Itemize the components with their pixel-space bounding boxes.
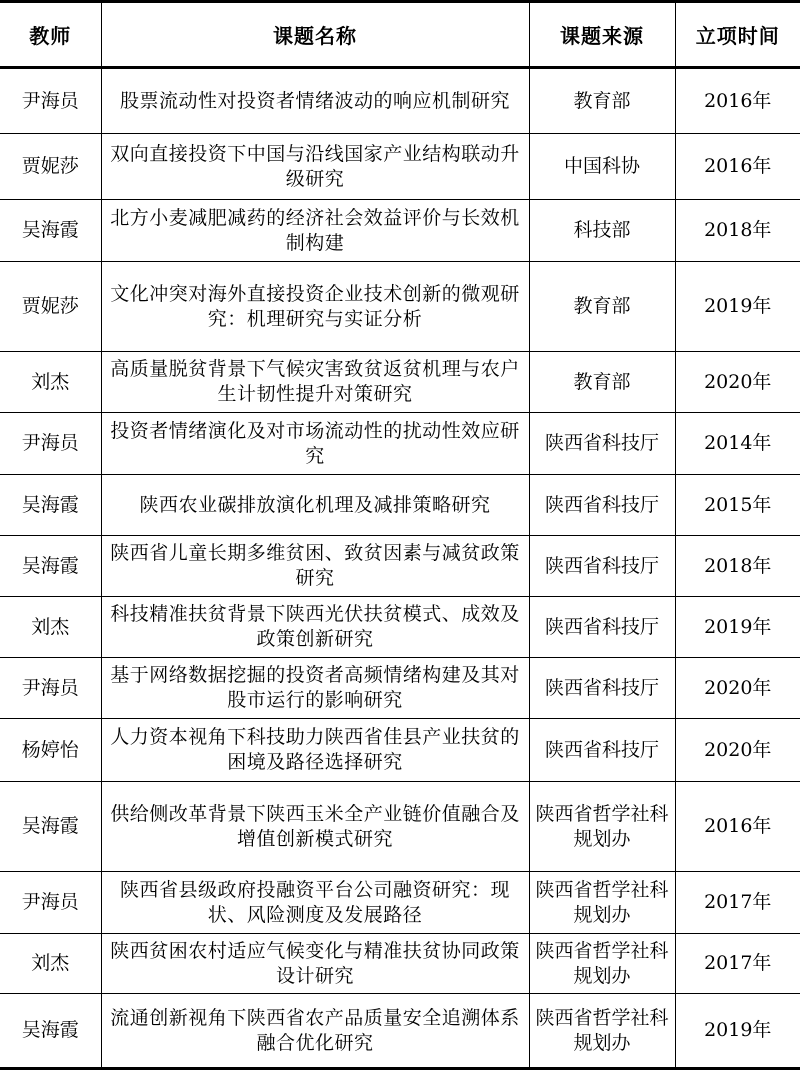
table-row xyxy=(0,68,800,134)
source-cell: 教育部 xyxy=(529,262,675,352)
teacher-cell: 吴海霞 xyxy=(0,994,101,1069)
teacher-cell: 尹海员 xyxy=(0,413,101,475)
table-row xyxy=(0,872,800,934)
date-cell: 2016年 xyxy=(675,782,800,872)
table-row xyxy=(0,536,800,597)
title-cell: 高质量脱贫背景下气候灾害致贫返贫机理与农户生计韧性提升对策研究 xyxy=(101,352,529,413)
table-row xyxy=(0,475,800,536)
teacher-cell: 吴海霞 xyxy=(0,475,101,536)
teacher-cell: 刘杰 xyxy=(0,934,101,994)
title-cell: 北方小麦减肥减药的经济社会效益评价与长效机制构建 xyxy=(101,200,529,262)
date-cell: 2016年 xyxy=(675,134,800,200)
source-cell: 陕西省科技厅 xyxy=(529,658,675,719)
teacher-cell: 吴海霞 xyxy=(0,782,101,872)
source-cell: 中国科协 xyxy=(529,134,675,200)
title-cell: 投资者情绪演化及对市场流动性的扰动性效应研究 xyxy=(101,413,529,475)
source-cell: 陕西省哲学社科规划办 xyxy=(529,782,675,872)
source-cell: 陕西省科技厅 xyxy=(529,475,675,536)
table-body xyxy=(0,68,800,1069)
source-cell: 陕西省哲学社科规划办 xyxy=(529,872,675,934)
title-cell: 双向直接投资下中国与沿线国家产业结构联动升级研究 xyxy=(101,134,529,200)
title-cell: 流通创新视角下陕西省农产品质量安全追溯体系融合优化研究 xyxy=(101,994,529,1069)
table-row xyxy=(0,352,800,413)
teacher-cell: 贾妮莎 xyxy=(0,134,101,200)
source-cell: 教育部 xyxy=(529,68,675,134)
title-cell: 陕西省县级政府投融资平台公司融资研究：现状、风险测度及发展路径 xyxy=(101,872,529,934)
date-cell: 2017年 xyxy=(675,934,800,994)
teacher-cell: 杨婷怡 xyxy=(0,719,101,782)
table-row xyxy=(0,597,800,658)
header-date: 立项时间 xyxy=(675,2,800,68)
source-cell: 陕西省科技厅 xyxy=(529,413,675,475)
source-cell: 教育部 xyxy=(529,352,675,413)
header-source: 课题来源 xyxy=(529,2,675,68)
table-row xyxy=(0,200,800,262)
title-cell: 基于网络数据挖掘的投资者高频情绪构建及其对股市运行的影响研究 xyxy=(101,658,529,719)
date-cell: 2019年 xyxy=(675,994,800,1069)
date-cell: 2019年 xyxy=(675,597,800,658)
table-row xyxy=(0,782,800,872)
table-row xyxy=(0,658,800,719)
title-cell: 陕西贫困农村适应气候变化与精准扶贫协同政策设计研究 xyxy=(101,934,529,994)
title-cell: 科技精准扶贫背景下陕西光伏扶贫模式、成效及政策创新研究 xyxy=(101,597,529,658)
header-title: 课题名称 xyxy=(101,2,529,68)
date-cell: 2019年 xyxy=(675,262,800,352)
date-cell: 2020年 xyxy=(675,352,800,413)
teacher-cell: 吴海霞 xyxy=(0,536,101,597)
header-row xyxy=(0,2,800,68)
date-cell: 2015年 xyxy=(675,475,800,536)
table-row xyxy=(0,934,800,994)
title-cell: 陕西农业碳排放演化机理及减排策略研究 xyxy=(101,475,529,536)
teacher-cell: 尹海员 xyxy=(0,872,101,934)
teacher-cell: 刘杰 xyxy=(0,597,101,658)
table-row xyxy=(0,262,800,352)
table-row xyxy=(0,413,800,475)
source-cell: 陕西省哲学社科规划办 xyxy=(529,934,675,994)
source-cell: 陕西省科技厅 xyxy=(529,597,675,658)
source-cell: 陕西省科技厅 xyxy=(529,719,675,782)
teacher-cell: 尹海员 xyxy=(0,658,101,719)
title-cell: 人力资本视角下科技助力陕西省佳县产业扶贫的困境及路径选择研究 xyxy=(101,719,529,782)
date-cell: 2018年 xyxy=(675,536,800,597)
date-cell: 2018年 xyxy=(675,200,800,262)
table-row xyxy=(0,719,800,782)
date-cell: 2020年 xyxy=(675,719,800,782)
teacher-cell: 尹海员 xyxy=(0,68,101,134)
date-cell: 2020年 xyxy=(675,658,800,719)
teacher-cell: 贾妮莎 xyxy=(0,262,101,352)
title-cell: 陕西省儿童长期多维贫困、致贫因素与减贫政策研究 xyxy=(101,536,529,597)
title-cell: 文化冲突对海外直接投资企业技术创新的微观研究：机理研究与实证分析 xyxy=(101,262,529,352)
header-teacher: 教师 xyxy=(0,2,101,68)
teacher-cell: 吴海霞 xyxy=(0,200,101,262)
date-cell: 2017年 xyxy=(675,872,800,934)
title-cell: 股票流动性对投资者情绪波动的响应机制研究 xyxy=(101,68,529,134)
date-cell: 2014年 xyxy=(675,413,800,475)
source-cell: 陕西省科技厅 xyxy=(529,536,675,597)
source-cell: 陕西省哲学社科规划办 xyxy=(529,994,675,1069)
title-cell: 供给侧改革背景下陕西玉米全产业链价值融合及增值创新模式研究 xyxy=(101,782,529,872)
date-cell: 2016年 xyxy=(675,68,800,134)
table-row xyxy=(0,994,800,1069)
source-cell: 科技部 xyxy=(529,200,675,262)
table-row xyxy=(0,134,800,200)
teacher-cell: 刘杰 xyxy=(0,352,101,413)
